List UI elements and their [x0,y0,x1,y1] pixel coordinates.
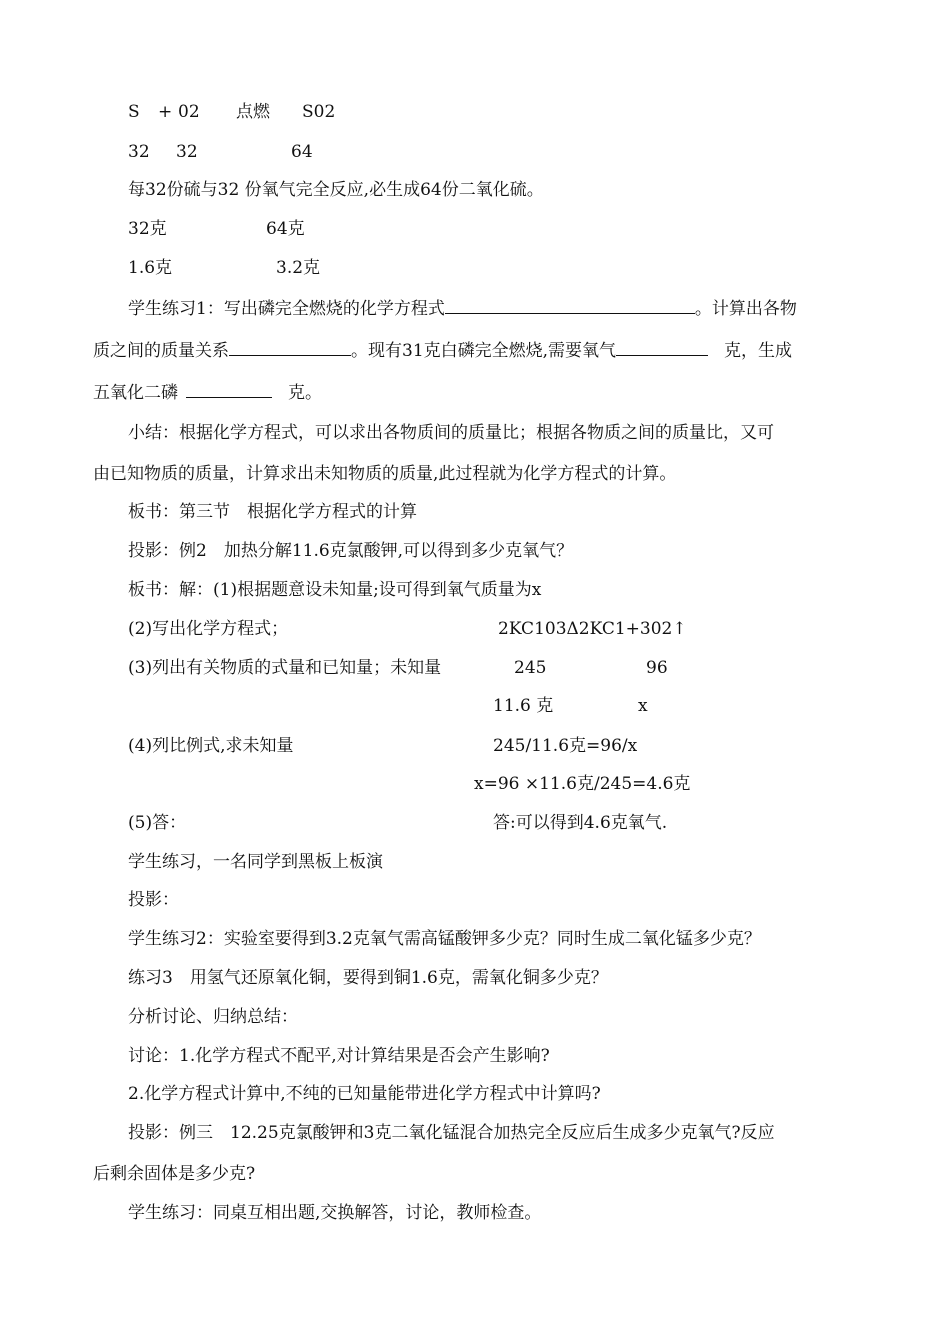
reaction-condition: 点燃 [236,102,270,122]
practice1-produce: 克，生成 [724,341,793,361]
projection: 投影： [128,890,179,910]
discussion-1: 讨论：1.化学方程式不配平,对计算结果是否会产生影响? [128,1046,550,1066]
summary-line1: 小结：根据化学方程式，可以求出各物质间的质量比；根据各物质之间的质量比，又可 [128,423,774,443]
practice1-oxygen-label: 。现有31克白磷完全燃烧,需要氧气 [351,341,617,361]
practice1-line1 [128,295,797,321]
analysis-heading: 分析讨论、归纳总结： [128,1007,298,1027]
gram-s-2: 1.6克 [128,258,173,278]
summary-line2: 由已知物质的质量，计算求出未知物质的质量,此过程就为化学方程式的计算。 [93,464,677,484]
step5-label: (5)答： [128,813,187,833]
practice2: 学生练习2：实验室要得到3.2克氧气需高锰酸钾多少克？同时生成二氧化锰多少克？ [128,929,761,949]
practice1-text: 学生练习1：写出磷完全燃烧的化学方程式 [128,299,445,319]
blank-oxygen-mass[interactable] [616,337,708,356]
mass-so2: 64 [291,142,313,162]
solve-step1: 板书：解：(1)根据题意设未知量;设可得到氧气质量为x [128,580,542,600]
practice1-line2 [93,337,792,363]
final-practice: 学生练习：同桌互相出题,交换解答，讨论，教师检查。 [128,1203,542,1223]
step3-known-value: 11.6 克 [493,696,554,716]
reactant-o2: 02 [178,102,200,122]
product-so2: S02 [302,102,336,122]
blank-p2o5-mass[interactable] [186,379,272,398]
blank-equation[interactable] [445,295,695,314]
step2-label: (2)写出化学方程式； [128,619,289,639]
example3-line1: 投影：例三 12.25克氯酸钾和3克二氧化锰混合加热完全反应后生成多少克氧气?反应 [128,1123,775,1143]
step5-answer: 答:可以得到4.6克氧气. [493,813,668,833]
relation-text: 每32份硫与32 份氧气完全反应,必生成64份二氧化硫。 [128,180,544,200]
gram-so2: 64克 [266,219,305,239]
step2-equation: 2KC103Δ2KC1+302↑ [498,619,687,639]
step4-result: x=96 ×11.6克/245=4.6克 [474,774,691,794]
practice1-text-end: 。计算出各物 [694,299,797,319]
practice1-p2o5: 五氧化二磷 [93,383,178,403]
plus-sign: + [158,102,173,122]
reactant-s: S [128,102,140,122]
practice3: 练习3 用氢气还原氧化铜，要得到铜1.6克，需氧化铜多少克？ [128,968,608,988]
blank-mass-relation[interactable] [229,337,351,356]
mass-o2: 32 [176,142,198,162]
step3-label: (3)列出有关物质的式量和已知量；未知量 [128,658,442,678]
practice-board: 学生练习，一名同学到黑板上板演 [128,852,383,872]
practice1-line3 [93,379,322,405]
example2: 投影：例2 加热分解11.6克氯酸钾,可以得到多少克氧气？ [128,541,574,561]
board-title: 板书：第三节 根据化学方程式的计算 [128,502,417,522]
practice1-unit: 克。 [288,383,322,403]
step3-kclo3-mass: 245 [514,658,547,678]
step3-o2-mass: 96 [646,658,668,678]
step4-label: (4)列比例式,求未知量 [128,736,294,756]
gram-so2-2: 3.2克 [276,258,321,278]
step3-unknown: x [638,696,648,716]
practice1-mass-label: 质之间的质量关系 [93,341,229,361]
discussion-2: 2.化学方程式计算中,不纯的已知量能带进化学方程式中计算吗? [128,1084,601,1104]
step4-ratio: 245/11.6克=96/x [493,736,638,756]
example3-line2: 后剩余固体是多少克? [93,1164,256,1184]
gram-s: 32克 [128,219,167,239]
mass-s: 32 [128,142,150,162]
